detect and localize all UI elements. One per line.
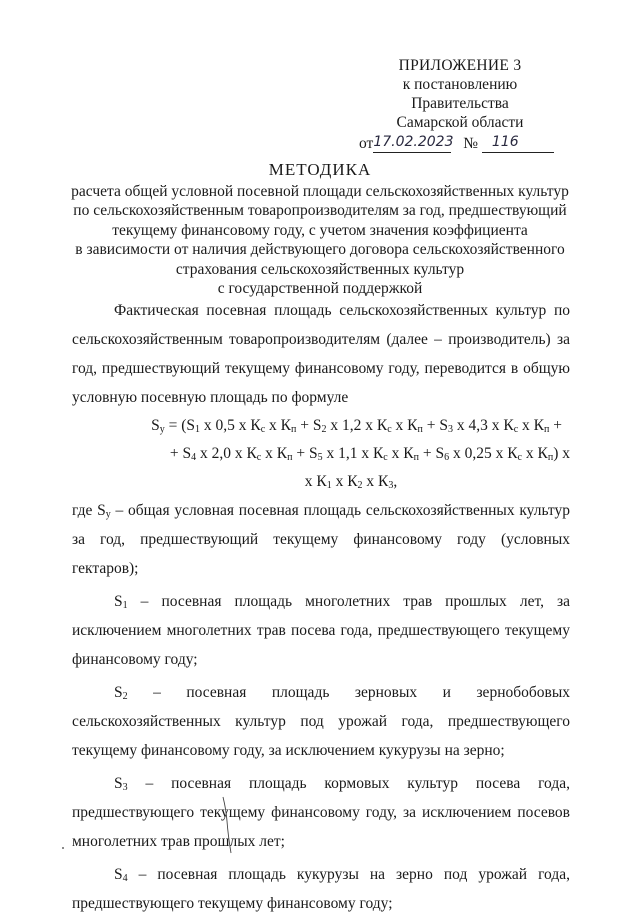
definition-s3: $S_3$ – посевная площадь кормовых культур посева года, предшествующего текущему финансовому году, за исключением посевов многолетних трав прошлых лет; [72, 775, 570, 850]
definition-sy: где $S_у$ – общая условная посевная площадь сельскохозяйственных культур за год, предшествующий текущему финансовому году (условных гектаров); [72, 502, 570, 577]
handwritten-number: 116 [491, 134, 519, 150]
title-line: страхования сельскохозяйственных культур [175, 260, 465, 278]
appendix-line-1: к постановлению Правительства [402, 76, 518, 112]
title-line: с государственной поддержкой [217, 280, 423, 297]
handwritten-date: 17.02.2023 [373, 134, 454, 150]
date-prefix: от [359, 135, 374, 152]
definition-s1: $S_1$ – посевная площадь многолетних трав прошлых лет, за исключением многолетних трав посева года, предшествующего текущему финансовому году; [72, 593, 570, 668]
pen-stroke-mark [222, 795, 236, 855]
number-field [482, 132, 554, 153]
appendix-title: ПРИЛОЖЕНИЕ 3 [398, 57, 522, 74]
document-title [60, 160, 580, 299]
decree-date-line [355, 132, 565, 152]
scan-speck [62, 847, 64, 849]
title-line: текущему финансовому году, с учетом значения коэффициента [112, 221, 528, 239]
title-line: расчета общей условной посевной площади сельскохозяйственных культур [71, 182, 569, 200]
title-line: в зависимости от наличия действующего договора сельскохозяйственного [75, 241, 565, 258]
definition-s2: $S_2$ – посевная площадь зерновых и зернобобовых сельскохозяйственных культур под урожай года, предшествующего текущему финансовому году, за исключением кукурузы на зерно; [72, 684, 570, 759]
date-field [373, 132, 454, 153]
definition-s4: $S_4$ – посевная площадь кукурузы на зерно под урожай года, предшествующего текущему финансовому году; [72, 866, 570, 912]
number-prefix: № [463, 135, 478, 152]
formula-line-1: $S_у = (S_1$ x 0,5 x $К_с$ x $К_п + S_2$ x 1,2 x $К_с$ x $К_п + S_3$ x 4,3 x $К_с$ x $К_п$ + [151, 417, 562, 435]
intro-paragraph: Фактическая посевная площадь сельскохозяйственных культур по сельскохозяйственным товаропроизводителям (далее – производитель) за год, предшествующий текущему финансовому году, переводится в общую условную посевную площадь по формуле [72, 302, 570, 406]
document-body [72, 296, 570, 918]
appendix-line-2: Самарской области [396, 114, 524, 131]
title-line: по сельскохозяйственным товаропроизводителям за год, предшествующий [73, 202, 567, 219]
title-main: МЕТОДИКА [268, 160, 372, 179]
formula-line-3: x $К_1$ x $К_2$ x $К_3$, [304, 473, 398, 491]
formula-line-2: + $S_4$ x 2,0 x $К_с$ x $К_п + S_5$ x 1,1 x $К_с$ x $К_п + S_6$ x 0,25 x $К_с$ x $К_п$) x [169, 445, 570, 463]
appendix-header [355, 56, 565, 152]
